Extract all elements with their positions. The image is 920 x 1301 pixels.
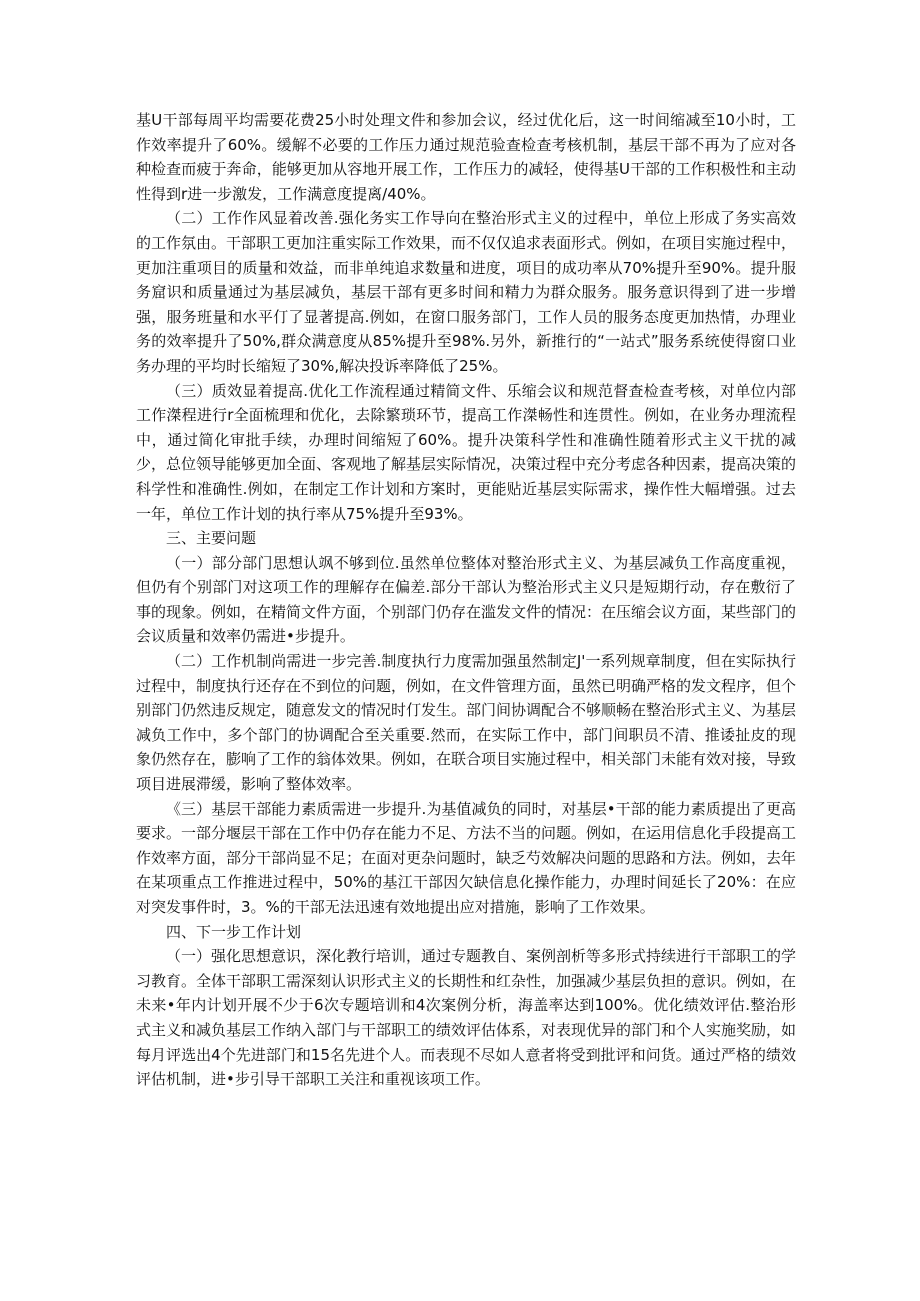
paragraph-quality-efficiency: （三）质效显着提高.优化工作流程通过精简文件、乐缩会议和规范督查检查考核，对单位内部工作滐程进行r全面梳理和优化，去除繁琐环节，提高工作滐畅性和连贯性。例如，在业务办理流程中，通过简化审批手续，办理时间缩短了60%。提升决策科学性和准确性随着形式主义干扰的减少，总位领导能够更加全面、客观地了解基层实际情况，决策过程中充分考虑各种因素，提高决策的科学性和准确性.例如，在制定工作计划和方案时，更能贴近基层实际需求，操作性大幅增强。过去一年，单位工作计划的执行率从75%提升至93%。	[136, 381, 797, 523]
paragraph-problem-capability: 《三）基层干部能力素质需进一步提升.为基值减负的同时，对基层•干部的能力素质提出了更高要求。一部分堰层干部在工作中仍存在能力不足、方法不当的问题。例如，在运用信息化手段提高工作效率方面，部分干部尚显不足；在面对更杂问题时，缺乏芍效解决问题的思路和方法。例如，去年在某项重点工作推进过程中，50%的基江干部因欠缺信息化操作能力，办理时间延长了20%：在应对突发事件时，3。%的干部无法迅速有效地提出应对措施，影响了工作效果。	[136, 799, 797, 916]
paragraph-efficiency-result: 基U干部每周平均需要花费25小时处理文件和参加会议，经过优化后，这一时间缩减至10小时，工作效率提升了60%。缓解不必要的工作压力通过规范验查检查考核机制，基层干部不再为了应对各种检查而疲于奔命，能够更加从容地开展工作，工作压力的减轻，使得基U干部的工作积极性和主动性得到r进一步激发，工作满意度提离/40%。	[136, 111, 796, 203]
paragraph-problem-mechanism: （二）工作机制尚需进一步完善.制度执行力度需加强虽然制定J'一系列规章制度，但在实际执行过程中，制度执行还存在不到位的问题，例如，在文件管理方面，虽然已明确严格的发文程序，但个别部门仍然违反规定，随意发文的情况时仃发生。部门间协调配合不够顺畅在整治形式主义、为基层减负工作中，多个部门的协调配合至关重要.然而，在实际工作中，部门间职员不清、推诿扯皮的现象仍然存在，膨响了工作的翁体效果。例如，在联合项目实施过程中，相关部门未能有效对接，导致项目进展滞缓，影响了整体效率。	[136, 652, 797, 794]
section-heading-main-problems: 三、主要问题	[166, 529, 257, 548]
document-page	[136, 108, 796, 1092]
section-heading-next-plan: 四、下一步工作计划	[166, 922, 302, 941]
paragraph-plan-training: （一）强化思想意识，深化教行培训，通过专题教自、案例剖析等多形式持续进行干部职工的学习教育。全体干部职工需深刻认识形式主义的长期性和红杂性，加强减少基层负担的意识。例如，在未来•年内计划开展不少于6次专题培训和4次案例分析，海盖率达到100%。优化绩效评估.整治形式主义和减负基层工作纳入部门与干部职工的绩效评估体系，对表现优异的部门和个人实施奖励，如每月评选出4个先进部门和15名先进个人。而表现不尽如人意者将受到批评和问货。通过严格的绩效评估机制，进•步引导干部职工关注和重视该项工作。	[136, 947, 797, 1089]
paragraph-problem-awareness: （一）部分部门思想认飒不够到位.虽然单位整体对整治形式主义、为基层减负工作高度重视，但仍有个别部门对这项工作的理解存在偏差.部分干部认为整治形式主义只是短期行动，存在敷衍了事的现象。例如，在精简文件方面，个别部门仍存在滥发文件的情况：在压缩会议方面，某些部门的会议质量和效率仍需进•步提升。	[136, 553, 797, 646]
paragraph-work-style: （二）工作作风显着改善.强化务实工作导向在整治形式主义的过程中，单位上形成了务实高效的工作氛由。干部职工更加注重实际工作效果，而不仅仅追求表面形式。例如，在项目实施过程中，更加注重项目的质量和效益，而非单纯追求数量和进度，项目的成功率从70%提升至90%。提升服务窟识和质量通过为基层减负，基层干部有更多时间和精力为群众服务。服务意识得到了进一步增强，服务班量和水平仃了显著提高.例如，在窗口服务部门，工作人员的服务态度更加热情，办理业务的效率提升了50%,群众满意度从85%提升至98%.另外，新推行的“一站式”服务系统使得窗口业务办理的平均时长缩短了30%,解决投诉率降低了25%。	[136, 209, 797, 375]
